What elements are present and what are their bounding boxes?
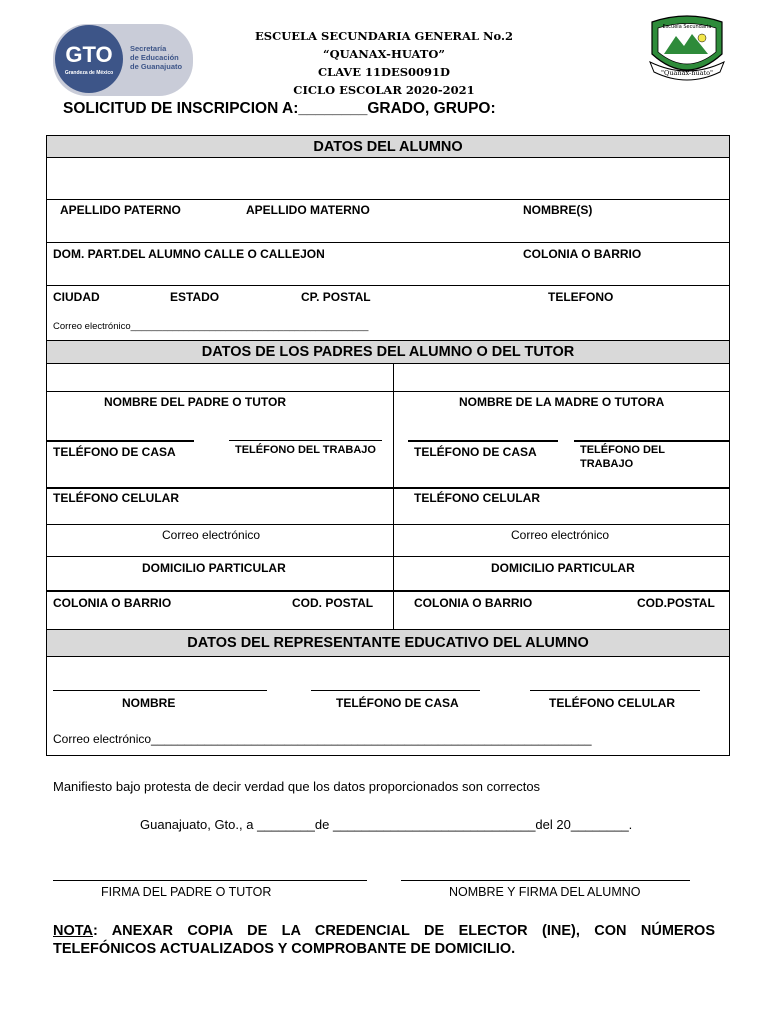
section-padres-title: DATOS DE LOS PADRES DEL ALUMNO O DEL TUTOR	[46, 340, 730, 364]
section-representante-title: DATOS DEL REPRESENTANTE EDUCATIVO DEL ALUMNO	[46, 629, 730, 657]
nota-label: NOTA	[53, 923, 94, 939]
nombres-label: NOMBRE(S)	[523, 203, 593, 217]
divider	[46, 590, 730, 592]
divider	[46, 556, 730, 557]
divider	[46, 524, 730, 525]
firma-alumno-label: NOMBRE Y FIRMA DEL ALUMNO	[449, 885, 641, 899]
correo-padre-label: Correo electrónico	[162, 528, 261, 542]
line-tel-casa-madre	[408, 440, 558, 442]
telefono-label: TELEFONO	[548, 290, 614, 304]
correo-alumno-label: Correo electrónico_____________________________________________	[53, 321, 369, 332]
school-shield-logo	[646, 14, 728, 82]
divider	[46, 199, 730, 200]
tel-casa-madre-label: TELÉFONO DE CASA	[414, 445, 537, 459]
celular-madre-label: TELÉFONO CELULAR	[414, 491, 540, 505]
domicilio-alumno-label: DOM. PART.DEL ALUMNO CALLE O CALLEJON	[53, 247, 325, 261]
cp-madre-label: COD.POSTAL	[637, 596, 715, 610]
svg-text:"Quanax-huato": "Quanax-huato"	[661, 69, 713, 77]
cp-label: CP. POSTAL	[301, 290, 371, 304]
gto-mark: GTO	[65, 42, 113, 67]
line-tel-casa-representante	[311, 690, 480, 691]
celular-padre-label: TELÉFONO CELULAR	[53, 491, 179, 505]
line-tel-trabajo-padre	[229, 440, 382, 441]
school-cycle: CICLO ESCOLAR 2020-2021	[293, 83, 475, 97]
page-title: SOLICITUD DE INSCRIPCION A:________GRADO, GRUPO:	[63, 100, 496, 117]
section-alumno-title: DATOS DEL ALUMNO	[46, 135, 730, 158]
correo-representante-label: Correo electrónico__________________________________________________________________	[53, 732, 592, 746]
line-firma-alumno	[401, 880, 690, 881]
tel-casa-representante-label: TELÉFONO DE CASA	[336, 696, 459, 710]
apellido-paterno-label: APELLIDO PATERNO	[60, 203, 181, 217]
divider	[46, 285, 730, 286]
correo-madre-label: Correo electrónico	[511, 528, 610, 542]
divider	[46, 242, 730, 243]
tel-trabajo-madre-label-1: TELÉFONO DEL	[580, 444, 665, 456]
divider	[46, 391, 730, 392]
firma-padre-label: FIRMA DEL PADRE O TUTOR	[101, 885, 272, 899]
school-key: CLAVE 11DES0091D	[317, 65, 451, 79]
estado-label: ESTADO	[170, 290, 220, 304]
school-name: ESCUELA SECUNDARIA GENERAL No.2	[255, 29, 513, 43]
nota-text: : ANEXAR COPIA DE LA CREDENCIAL DE ELECTOR (INE), CON NÚMEROS TELEFÓNICOS ACTUALIZADOS Y COMPROBANTE DE DOMICILIO.	[53, 923, 715, 957]
school-nickname: “QUANAX-HUATO”	[323, 47, 445, 61]
line-tel-trabajo-madre	[574, 440, 730, 442]
tel-trabajo-padre-label: TELÉFONO DEL TRABAJO	[235, 444, 376, 456]
line-tel-casa-padre	[46, 440, 194, 442]
svg-text:Escuela Secundaria: Escuela Secundaria	[662, 24, 712, 30]
nota-block	[53, 922, 715, 958]
line-nombre-representante	[53, 690, 267, 691]
divider	[46, 487, 730, 489]
colonia-madre-label: COLONIA O BARRIO	[414, 596, 533, 610]
tel-trabajo-madre-label-2: TRABAJO	[580, 458, 634, 470]
lugar-fecha-text: Guanajuato, Gto., a ________de ____________________________del 20________.	[140, 817, 633, 832]
nombre-padre-label: NOMBRE DEL PADRE O TUTOR	[104, 395, 287, 409]
cp-padre-label: COD. POSTAL	[292, 596, 374, 610]
nombre-madre-label: NOMBRE DE LA MADRE O TUTORA	[459, 395, 665, 409]
nombre-representante-label: NOMBRE	[122, 696, 176, 710]
apellido-materno-label: APELLIDO MATERNO	[246, 203, 370, 217]
manifiesto-text: Manifiesto bajo protesta de decir verdad que los datos proporcionados son correctos	[53, 779, 541, 794]
line-tel-celular-representante	[530, 690, 700, 691]
line-firma-padre	[53, 880, 367, 881]
secretaria-text: Secretaría de Educación de Guanajuato	[130, 44, 183, 71]
domicilio-padre-label: DOMICILIO PARTICULAR	[142, 561, 286, 575]
domicilio-madre-label: DOMICILIO PARTICULAR	[491, 561, 635, 575]
gto-tagline: Grandeza de México	[64, 70, 114, 76]
colonia-padre-label: COLONIA O BARRIO	[53, 596, 172, 610]
ciudad-label: CIUDAD	[53, 290, 100, 304]
tel-casa-padre-label: TELÉFONO DE CASA	[53, 445, 176, 459]
colonia-alumno-label: COLONIA O BARRIO	[523, 247, 642, 261]
tel-celular-representante-label: TELÉFONO CELULAR	[549, 696, 675, 710]
